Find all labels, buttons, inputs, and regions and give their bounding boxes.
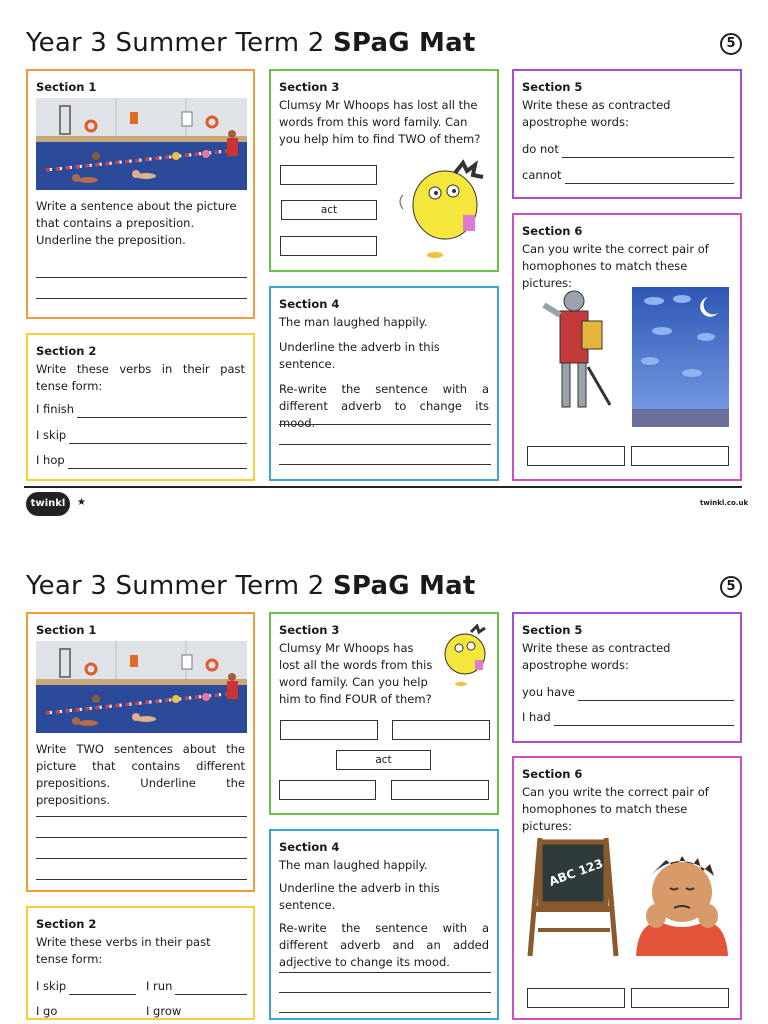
answer-line[interactable] xyxy=(36,858,247,859)
section-heading: Section 4 xyxy=(279,840,340,854)
section-heading: Section 5 xyxy=(522,80,583,94)
section-3-panel xyxy=(269,612,499,815)
homophone-answer-box[interactable] xyxy=(527,446,625,466)
section-instructions: Underline the adverb in this sentence. xyxy=(279,340,440,371)
word-box[interactable] xyxy=(280,236,377,256)
verb-answer-row[interactable]: I run xyxy=(146,978,247,995)
section-heading: Section 6 xyxy=(522,224,583,238)
verb-answer-row[interactable]: I grow xyxy=(146,1003,247,1020)
section-5-panel xyxy=(512,69,742,199)
answer-line[interactable] xyxy=(279,972,491,973)
section-instructions: Re-write the sentence with a different adverb to change its mood. xyxy=(279,382,489,430)
twinkl-logo: twinkl xyxy=(26,492,70,516)
homophone-answer-box[interactable] xyxy=(631,988,729,1008)
knight-picture xyxy=(534,287,620,427)
section-heading: Section 3 xyxy=(279,623,340,637)
answer-line[interactable] xyxy=(36,816,247,817)
section-6-panel xyxy=(512,213,742,481)
section-instructions: Write these verbs in their past tense form: xyxy=(36,935,211,966)
verb-answer-row[interactable]: I skip xyxy=(36,978,136,995)
bored-boy-picture xyxy=(630,846,730,956)
example-sentence: The man laughed happily. xyxy=(279,858,428,872)
section-1-panel xyxy=(26,69,255,319)
answer-line[interactable] xyxy=(279,1012,491,1013)
section-instructions: Re-write the sentence with a different adverb and an added adjective to change its mood. xyxy=(279,921,489,969)
section-4-panel xyxy=(269,286,499,481)
section-2-panel xyxy=(26,906,255,1020)
section-instructions: Can you write the correct pair of homophones to match these pictures: xyxy=(522,242,709,290)
answer-line[interactable] xyxy=(279,424,491,425)
section-6-panel xyxy=(512,756,742,1020)
verb-answer-row[interactable]: I finish xyxy=(36,401,247,418)
section-1-panel xyxy=(26,612,255,892)
section-instructions: Write these verbs in their past tense form: xyxy=(36,362,245,393)
chalkboard-picture xyxy=(526,834,626,958)
answer-line[interactable] xyxy=(36,879,247,880)
answer-line[interactable] xyxy=(36,837,247,838)
answer-line[interactable] xyxy=(279,992,491,993)
homophone-answer-box[interactable] xyxy=(631,446,729,466)
swimming-pool-picture xyxy=(36,98,247,190)
section-heading: Section 3 xyxy=(279,80,340,94)
contraction-answer-row[interactable]: I had xyxy=(522,709,734,726)
answer-line[interactable] xyxy=(279,464,491,465)
section-instructions: Write TWO sentences about the picture that contains different prepositions. Underline the prepositions. xyxy=(36,742,245,807)
mr-whoops-picture xyxy=(395,155,495,265)
answer-line[interactable] xyxy=(36,298,247,299)
footer-divider xyxy=(24,486,742,488)
section-instructions: Can you write the correct pair of homophones to match these pictures: xyxy=(522,785,709,833)
section-heading: Section 1 xyxy=(36,80,97,94)
verb-answer-row[interactable]: I go xyxy=(36,1003,136,1020)
chalkboard-text: ABC 123 xyxy=(547,856,605,889)
contraction-answer-row[interactable]: cannot xyxy=(522,167,734,184)
swimming-pool-picture xyxy=(36,641,247,733)
mr-whoops-picture xyxy=(437,624,493,690)
section-heading: Section 6 xyxy=(522,767,583,781)
word-family-root: act xyxy=(336,750,431,770)
section-instructions: Underline the adverb in this sentence. xyxy=(279,881,440,912)
section-heading: Section 5 xyxy=(522,623,583,637)
section-heading: Section 1 xyxy=(36,623,97,637)
section-3-panel xyxy=(269,69,499,272)
page-number-badge: 5 xyxy=(720,33,742,55)
contraction-answer-row[interactable]: you have xyxy=(522,684,734,701)
section-heading: Section 2 xyxy=(36,344,97,358)
word-box[interactable] xyxy=(391,780,489,800)
homophone-answer-box[interactable] xyxy=(527,988,625,1008)
verb-answer-row[interactable]: I skip xyxy=(36,427,247,444)
page-title: Year 3 Summer Term 2 SPaG Mat xyxy=(26,571,476,601)
section-heading: Section 4 xyxy=(279,297,340,311)
answer-line[interactable] xyxy=(279,444,491,445)
section-instructions: Clumsy Mr Whoops has lost all the words from this word family. Can you help him to find TWO of them? xyxy=(279,98,481,146)
example-sentence: The man laughed happily. xyxy=(279,315,428,329)
word-box[interactable] xyxy=(280,720,378,740)
word-box[interactable] xyxy=(279,780,376,800)
section-instructions: Write these as contracted apostrophe words: xyxy=(522,98,671,129)
section-2-panel xyxy=(26,333,255,481)
answer-line[interactable] xyxy=(36,277,247,278)
night-sky-picture xyxy=(632,287,729,427)
word-box[interactable] xyxy=(392,720,490,740)
section-instructions: Clumsy Mr Whoops has lost all the words from this word family. Can you help him to find FOUR of them? xyxy=(279,641,433,706)
verb-answer-row[interactable]: I hop xyxy=(36,452,247,469)
word-family-root: act xyxy=(281,200,377,220)
section-instructions: Write these as contracted apostrophe words: xyxy=(522,641,671,672)
word-box[interactable] xyxy=(280,165,377,185)
section-5-panel xyxy=(512,612,742,743)
section-4-panel xyxy=(269,829,499,1020)
page-number-badge: 5 xyxy=(720,576,742,598)
contraction-answer-row[interactable]: do not xyxy=(522,141,734,158)
page-title: Year 3 Summer Term 2 SPaG Mat xyxy=(26,28,476,58)
section-instructions: Write a sentence about the picture that contains a preposition. Underline the preposition. xyxy=(36,199,237,247)
star-icon: ★ xyxy=(77,497,86,508)
footer-website: twinkl.co.uk xyxy=(700,499,749,507)
section-heading: Section 2 xyxy=(36,917,97,931)
